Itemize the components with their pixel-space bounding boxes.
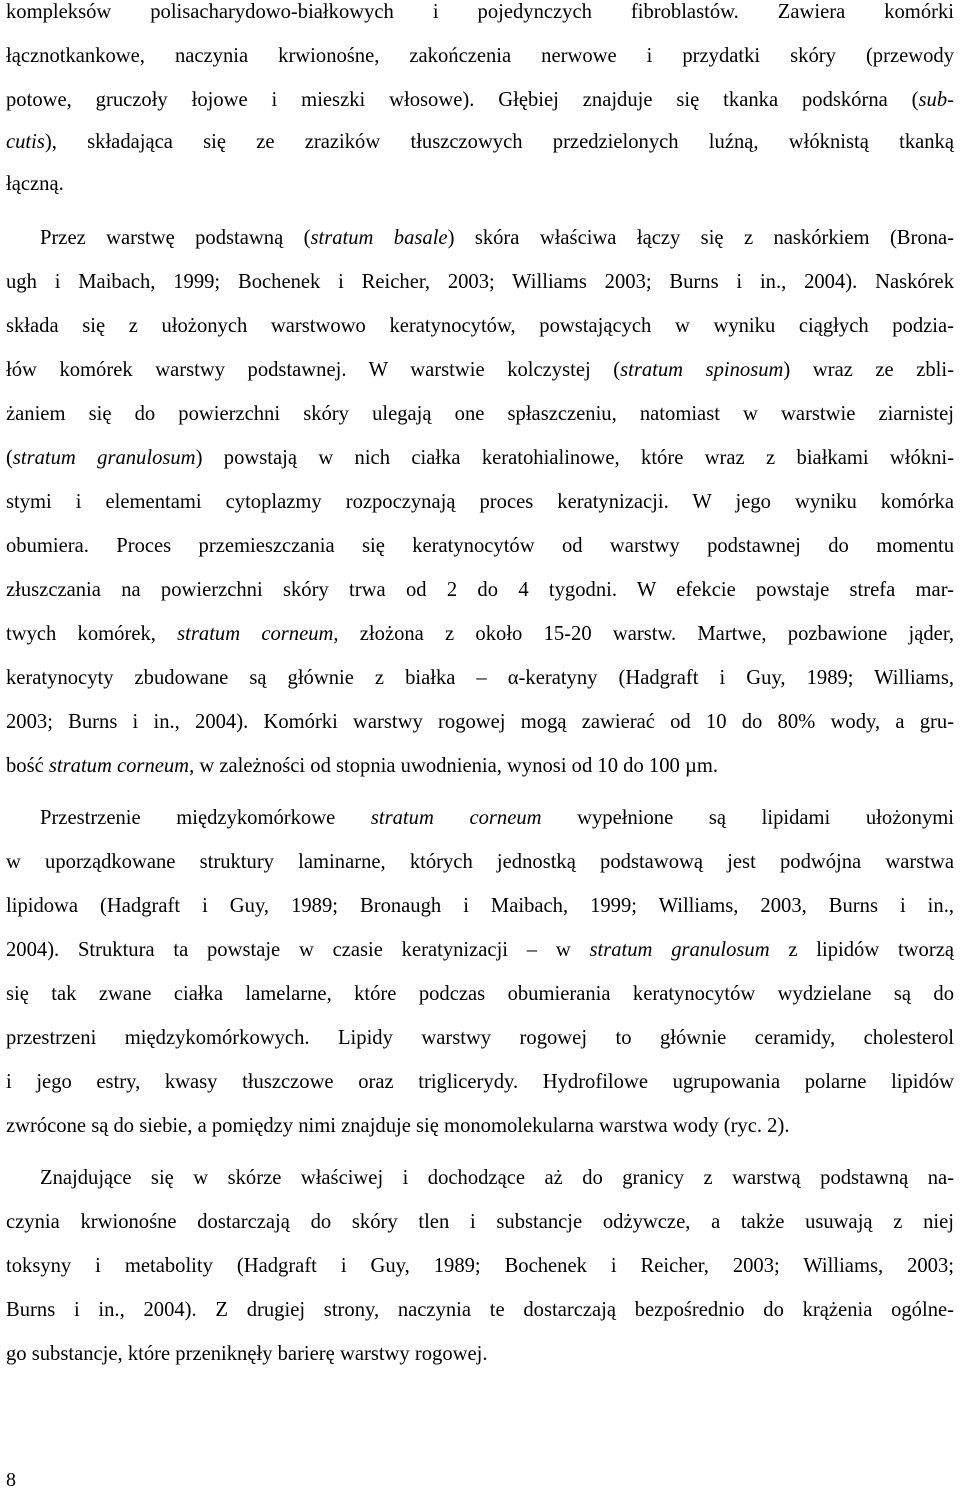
text-line	[6, 1254, 954, 1278]
text-run: ) skóra właściwa łączy się z naskórkiem (Brona-	[447, 227, 954, 249]
text-line	[6, 402, 954, 426]
text-line	[6, 270, 954, 294]
text-run: keratynocyty zbudowane są głównie z białka – α-keratyny (Hadgraft i Guy, 1989; Williams,	[6, 667, 954, 689]
text-run: z lipidów tworzą	[769, 939, 954, 961]
text-line	[6, 1070, 954, 1094]
text-line	[6, 938, 954, 962]
text-line	[6, 754, 954, 778]
italic-term: stratum granulosum	[12, 447, 196, 469]
text-run: przestrzeni międzykomórkowych. Lipidy warstwy rogowej to głównie ceramidy, cholesterol	[6, 1027, 954, 1049]
text-run: Przez warstwę podstawną (	[40, 227, 311, 249]
text-run: łącznotkankowe, naczynia krwionośne, zakończenia nerwowe i przydatki skóry (przewody	[6, 45, 954, 67]
text-run: potowe, gruczoły łojowe i mieszki włosowe). Głębiej znajduje się tkanka podskórna (	[6, 89, 919, 111]
text-run: toksyny i metabolity (Hadgraft i Guy, 1989; Bochenek i Reicher, 2003; Williams, 2003;	[6, 1255, 954, 1277]
text-run: wypełnione są lipidami ułożonymi	[541, 807, 954, 829]
text-line	[6, 578, 954, 602]
text-line	[6, 534, 954, 558]
text-run: twych komórek,	[6, 623, 178, 645]
text-line	[6, 666, 954, 690]
text-run: (	[6, 447, 13, 469]
text-run: się tak zwane ciałka lamelarne, które podczas obumierania keratynocytów wydzielane są do	[6, 983, 954, 1005]
text-run: ) wraz ze zbli-	[783, 359, 954, 381]
text-line	[6, 0, 954, 24]
text-line	[6, 1342, 954, 1366]
text-run: ) powstają w nich ciałka keratohialinowe, które wraz z białkami włókni-	[195, 447, 954, 469]
text-line	[6, 850, 954, 874]
text-line	[6, 1114, 954, 1138]
text-line	[6, 1026, 954, 1050]
text-run: czynia krwionośne dostarczają do skóry tlen i substancje odżywcze, a także usuwają z niej	[6, 1211, 954, 1233]
text-line	[6, 358, 954, 382]
text-run: i jego estry, kwasy tłuszczowe oraz triglicerydy. Hydrofilowe ugrupowania polarne lipidów	[6, 1071, 954, 1093]
text-run: 2003; Burns i in., 2004). Komórki warstwy rogowej mogą zawierać od 10 do 80% wody, a gru-	[6, 711, 954, 733]
italic-term: stratum basale	[310, 227, 448, 249]
text-run: złożona z około 15-20 warstw. Martwe, pozbawione jąder,	[338, 623, 955, 645]
text-line	[6, 710, 954, 734]
text-run: złuszczania na powierzchni skóry trwa od 2 do 4 tygodni. W efekcie powstaje strefa mar-	[6, 579, 954, 601]
text-run: stymi i elementami cytoplazmy rozpoczynają proces keratynizacji. W jego wyniku komórka	[6, 491, 954, 513]
text-line	[6, 44, 954, 68]
text-line	[6, 1298, 954, 1322]
italic-term: stratum corneum	[370, 807, 542, 829]
italic-term: stratum granulosum	[589, 939, 770, 961]
text-line	[40, 1166, 954, 1190]
page-number: 8	[6, 1469, 16, 1491]
italic-term: cutis	[6, 131, 45, 153]
text-line	[6, 490, 954, 514]
text-run: zwrócone są do siebie, a pomiędzy nimi znajduje się monomolekularna warstwa wody (ryc. 2).	[6, 1115, 790, 1137]
italic-term: stratum corneum,	[177, 623, 339, 645]
text-run: Burns i in., 2004). Z drugiej strony, naczynia te dostarczają bezpośrednio do krążenia ogólne-	[6, 1299, 954, 1321]
text-line	[6, 446, 954, 470]
italic-term: stratum spinosum	[620, 359, 784, 381]
text-run: bość	[6, 755, 49, 777]
text-run: żaniem się do powierzchni skóry ulegają one spłaszczeniu, natomiast w warstwie ziarnistej	[6, 403, 954, 425]
text-run: łów komórek warstwy podstawnej. W warstwie kolczystej (	[6, 359, 621, 381]
text-line	[40, 806, 954, 830]
text-run: Przestrzenie międzykomórkowe	[40, 807, 371, 829]
text-run: ugh i Maibach, 1999; Bochenek i Reicher, 2003; Williams 2003; Burns i in., 2004). Naskórek	[6, 271, 954, 293]
text-run: obumiera. Proces przemieszczania się keratynocytów od warstwy podstawnej do momentu	[6, 535, 954, 557]
text-run: 2004). Struktura ta powstaje w czasie keratynizacji – w	[6, 939, 590, 961]
text-line	[6, 130, 954, 154]
text-line	[6, 88, 954, 112]
text-line	[40, 226, 954, 250]
italic-term: sub-	[918, 89, 954, 111]
text-line	[6, 1210, 954, 1234]
italic-term: stratum corneum	[48, 755, 190, 777]
text-run: go substancje, które przeniknęły barierę warstwy rogowej.	[6, 1343, 488, 1365]
text-run: składa się z ułożonych warstwowo keratynocytów, powstających w wyniku ciągłych podzia-	[6, 315, 954, 337]
text-line	[6, 172, 954, 196]
text-run: Znajdujące się w skórze właściwej i dochodzące aż do granicy z warstwą podstawną na-	[40, 1167, 954, 1189]
text-run: lipidowa (Hadgraft i Guy, 1989; Bronaugh i Maibach, 1999; Williams, 2003, Burns i in.,	[6, 895, 954, 917]
text-line	[6, 622, 954, 646]
text-run: ), składająca się ze zrazików tłuszczowych przedzielonych luźną, włóknistą tkanką	[44, 131, 954, 153]
text-line	[6, 894, 954, 918]
text-run: kompleksów polisacharydowo-białkowych i pojedynczych fibroblastów. Zawiera komórki	[6, 1, 954, 23]
text-run: w uporządkowane struktury laminarne, których jednostką podstawową jest podwójna warstwa	[6, 851, 954, 873]
text-line	[6, 314, 954, 338]
text-run: łączną.	[6, 173, 64, 195]
text-run: , w zależności od stopnia uwodnienia, wynosi od 10 do 100 µm.	[189, 755, 718, 777]
text-line	[6, 982, 954, 1006]
